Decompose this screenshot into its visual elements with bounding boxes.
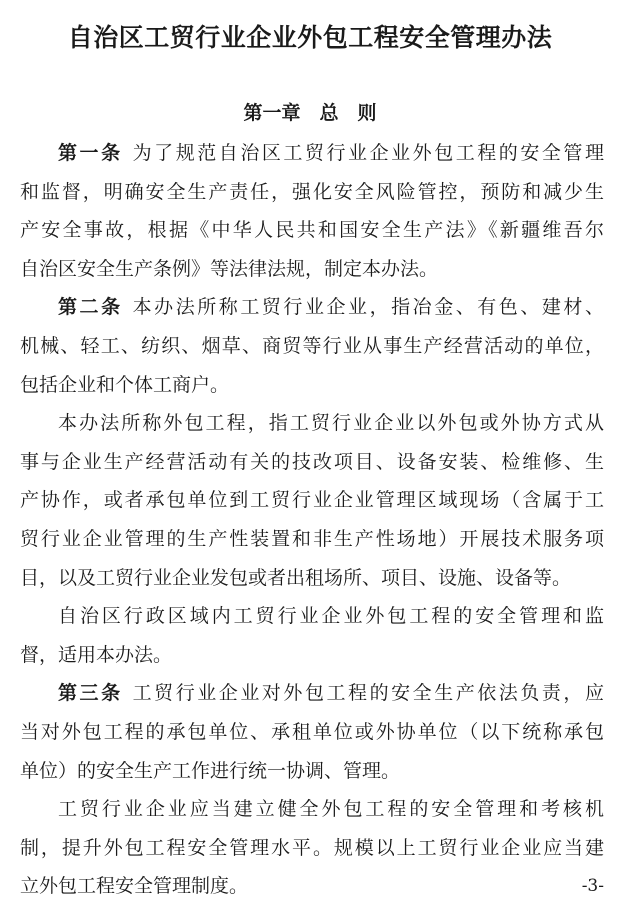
text-line bbox=[20, 640, 604, 679]
text-line bbox=[20, 601, 604, 640]
line-text: 工贸行业企业应当建立健全外包工程的安全管理和考核机 bbox=[58, 798, 604, 821]
body-paragraph bbox=[20, 601, 604, 678]
line-text: 机械、轻工、纺织、烟草、商贸等行业从事生产经营活动的单位， bbox=[20, 334, 604, 357]
text-line bbox=[20, 485, 604, 524]
line-text: 包括企业和个体工商户。 bbox=[20, 373, 230, 396]
text-line bbox=[20, 370, 604, 409]
line-text: 自治区安全生产条例》等法律法规，制定本办法。 bbox=[20, 257, 439, 280]
text-line bbox=[20, 331, 604, 370]
line-text: 单位）的安全生产工作进行统一协调、管理。 bbox=[20, 759, 401, 782]
text-line bbox=[20, 524, 604, 563]
text-line bbox=[20, 717, 604, 756]
text-line bbox=[20, 756, 604, 795]
text-line bbox=[20, 254, 604, 293]
line-text: 督，适用本办法。 bbox=[20, 643, 173, 666]
line-text: 本办法所称工贸行业企业，指冶金、有色、建材、 bbox=[132, 296, 604, 319]
line-text: 贸行业企业管理的生产性装置和非生产性场地）开展技术服务项 bbox=[20, 527, 604, 550]
article-number: 第一条 bbox=[58, 142, 123, 164]
line-text: 制，提升外包工程安全管理水平。规模以上工贸行业企业应当建 bbox=[20, 836, 604, 859]
document-title: 自治区工贸行业企业外包工程安全管理办法 bbox=[67, 23, 553, 52]
line-text: 目，以及工贸行业企业发包或者出租场所、项目、设施、设备等。 bbox=[20, 566, 572, 589]
line-text: 当对外包工程的承包单位、承租单位或外协单位（以下统称承包 bbox=[20, 720, 604, 743]
text-line bbox=[20, 871, 604, 910]
text-line bbox=[20, 447, 604, 486]
line-text: 自治区行政区域内工贸行业企业外包工程的安全管理和监 bbox=[58, 605, 604, 628]
article-paragraph bbox=[20, 138, 604, 292]
page-number: -3- bbox=[581, 876, 604, 896]
text-line bbox=[20, 833, 604, 872]
line-text: 事与企业生产经营活动有关的技改项目、设备安装、检维修、生 bbox=[20, 450, 604, 473]
line-text: 工贸行业企业对外包工程的安全生产依法负责，应 bbox=[132, 682, 604, 705]
article-paragraph bbox=[20, 292, 604, 408]
document-body bbox=[20, 138, 604, 910]
line-text: 产安全事故，根据《中华人民共和国安全生产法》《新疆维吾尔 bbox=[20, 219, 604, 242]
text-line bbox=[20, 794, 604, 833]
text-line bbox=[20, 563, 604, 602]
line-text: 本办法所称外包工程，指工贸行业企业以外包或外协方式从 bbox=[58, 412, 604, 435]
text-line bbox=[20, 138, 604, 177]
text-line bbox=[20, 408, 604, 447]
line-text: 产协作，或者承包单位到工贸行业企业管理区域现场（含属于工 bbox=[20, 489, 604, 512]
text-line bbox=[20, 292, 604, 331]
article-number: 第二条 bbox=[58, 296, 123, 319]
body-paragraph bbox=[20, 794, 604, 910]
line-text: 为了规范自治区工贸行业企业外包工程的安全管理 bbox=[132, 142, 604, 164]
text-line bbox=[20, 177, 604, 216]
chapter-heading: 第一章 总 则 bbox=[243, 102, 377, 124]
article-paragraph bbox=[20, 678, 604, 794]
line-text: 和监督，明确安全生产责任，强化安全风险管控，预防和减少生 bbox=[20, 180, 604, 203]
line-text: 立外包工程安全管理制度。 bbox=[20, 875, 249, 898]
text-line bbox=[20, 215, 604, 254]
body-paragraph bbox=[20, 408, 604, 601]
article-number: 第三条 bbox=[58, 682, 123, 705]
text-line bbox=[20, 678, 604, 717]
